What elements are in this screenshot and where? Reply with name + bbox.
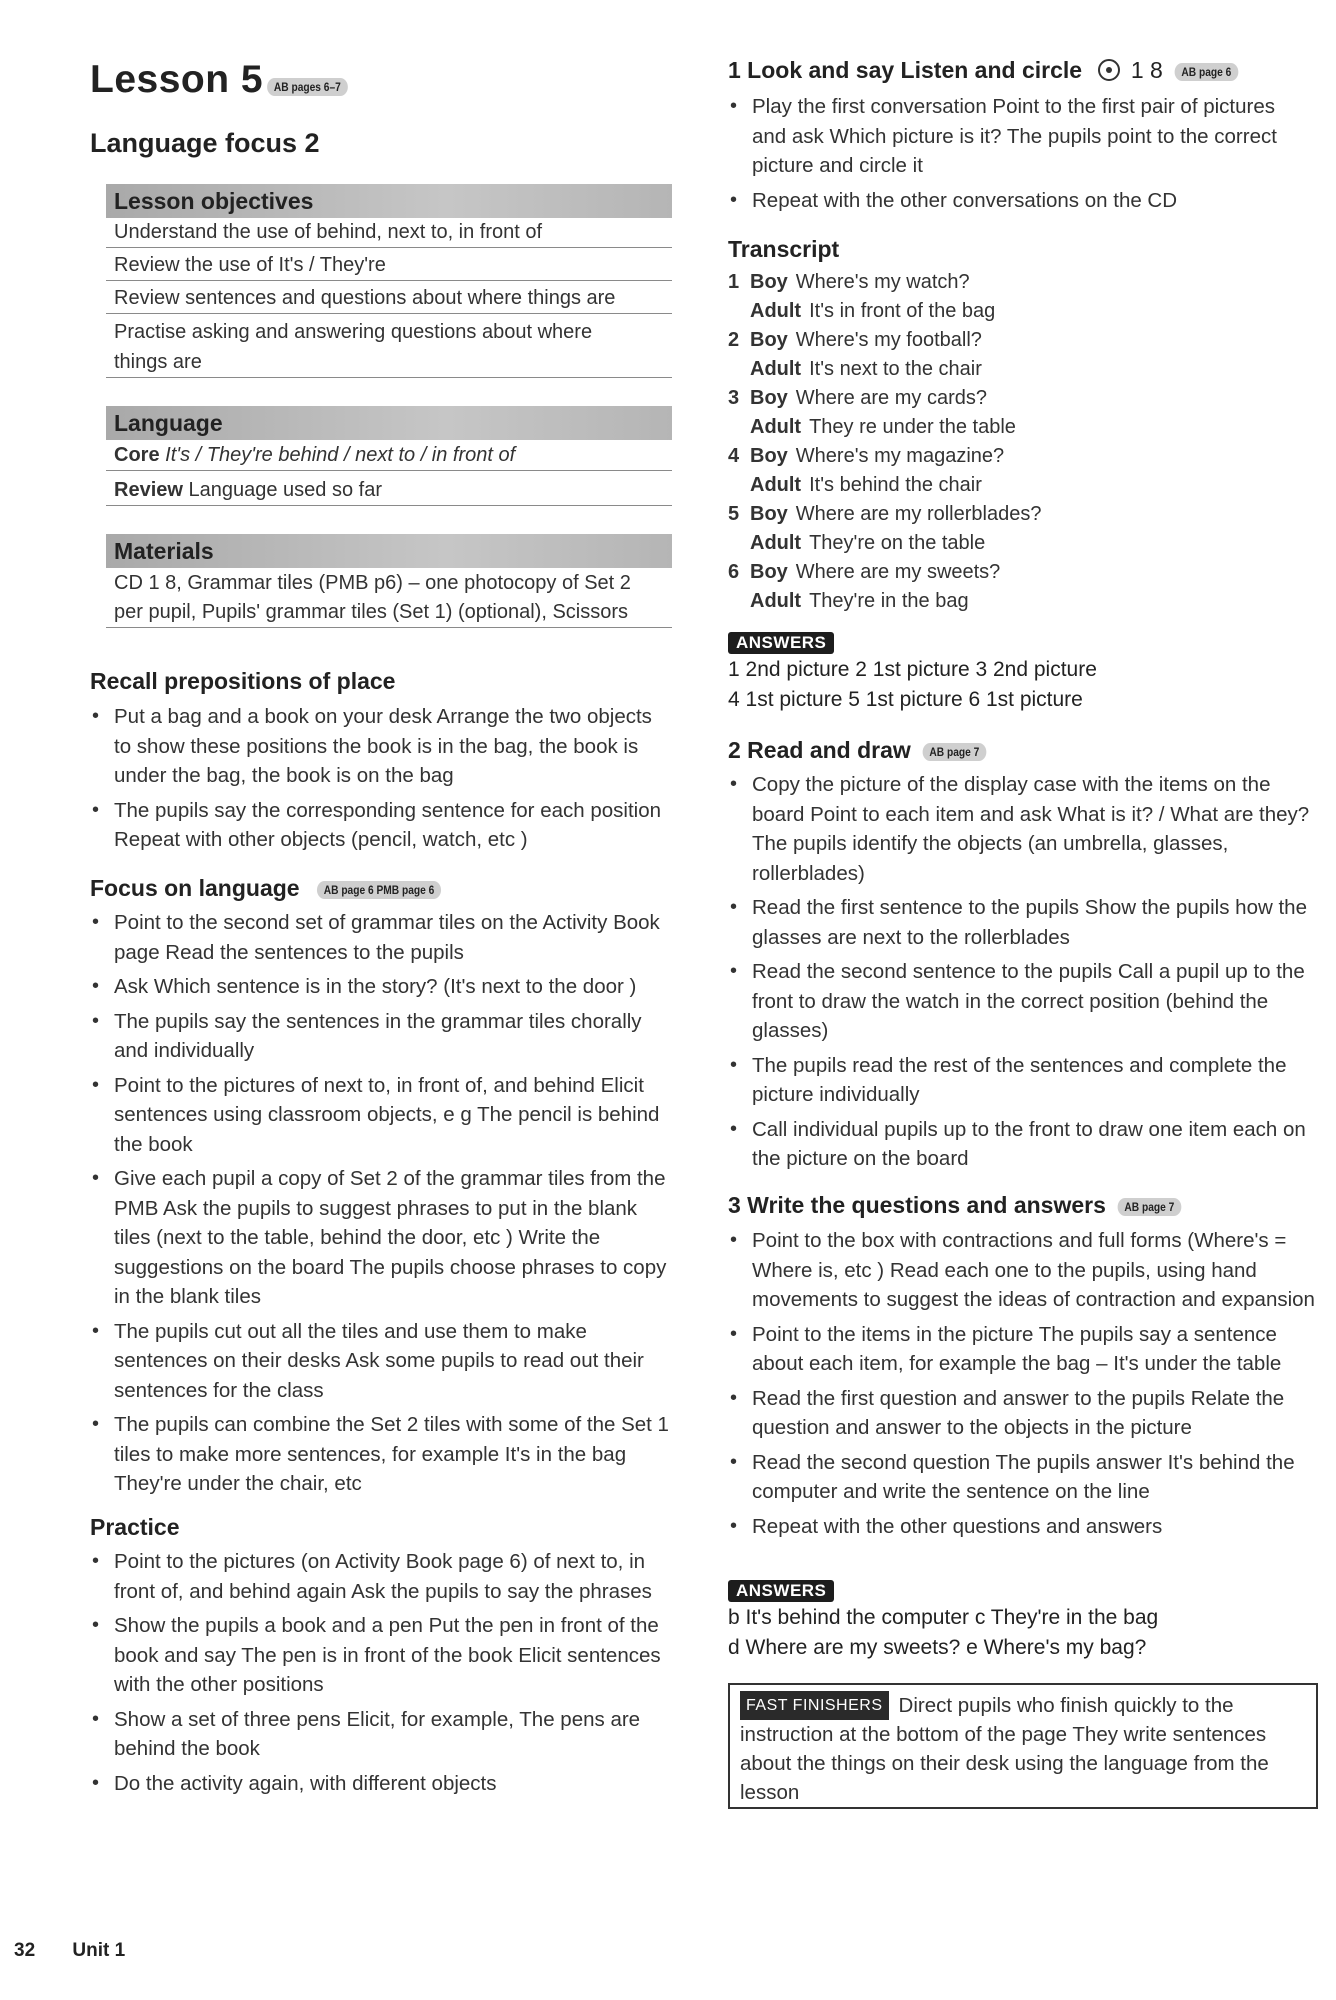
transcript-line — [728, 297, 1288, 326]
transcript-line — [728, 558, 1288, 587]
transcript-line — [728, 529, 1288, 558]
review-label: Review — [114, 479, 183, 501]
transcript-number: 4 — [728, 445, 740, 467]
activity1-heading-text: 1 Look and say Listen and circle — [728, 57, 1083, 83]
transcript-line — [728, 384, 1288, 413]
ab-pmb-pill: AB page 6 PMB page 6 — [317, 881, 441, 899]
transcript-text: Where are my cards? — [795, 387, 987, 409]
list-item: • Show a set of three pens Elicit, for example, The pens are behind the book — [90, 1705, 670, 1764]
ab-page-pill: AB page 7 — [923, 743, 986, 761]
transcript-number: 5 — [728, 503, 740, 525]
transcript-number: 2 — [728, 329, 740, 351]
objective-row: Practise asking and answering questions about where — [114, 321, 593, 343]
core-text: It's / They're behind / next to / in front of — [165, 444, 516, 466]
ab-pages-pill: AB pages 6–7 — [267, 78, 347, 96]
transcript-number: 3 — [728, 387, 740, 409]
transcript-text: They re under the table — [809, 416, 1016, 438]
list-item: • Give each pupil a copy of Set 2 of the grammar tiles from the PMB Ask the pupils to suggest phrases to put in the blank tiles (next to the table, behind the door, etc ) Write the suggestions on the board The pupils choose phrases to copy in the blank tiles — [90, 1164, 670, 1312]
recall-heading: Recall prepositions of place — [90, 668, 396, 694]
transcript-speaker: Boy — [750, 503, 788, 525]
activity3-heading — [728, 1192, 1187, 1219]
lesson-title: Lesson 5 — [90, 58, 264, 101]
transcript-text: It's behind the chair — [809, 474, 982, 496]
transcript-line — [728, 587, 1288, 616]
transcript-text: Where are my rollerblades? — [795, 503, 1042, 525]
transcript-text: Where's my watch? — [795, 271, 970, 293]
list-item: • The pupils say the corresponding sentence for each position Repeat with other objects (pencil, watch, etc ) — [90, 796, 670, 855]
transcript-text: It's next to the chair — [809, 358, 982, 380]
recall-list — [90, 702, 670, 860]
focus-list — [90, 908, 670, 1504]
ab-page-pill: AB page 7 — [1118, 1198, 1181, 1216]
transcript-line — [728, 442, 1288, 471]
list-item: • Point to the second set of grammar tiles on the Activity Book page Read the sentences to the pupils — [90, 908, 670, 967]
list-item: • The pupils can combine the Set 2 tiles with some of the Set 1 tiles to make more sentences, for example It's in the bag They're under the chair, etc — [90, 1410, 670, 1499]
list-item: • Point to the items in the picture The pupils say a sentence about each item, for example the bag – It's under the table — [728, 1320, 1318, 1379]
transcript-heading: Transcript — [728, 236, 840, 262]
list-item: • The pupils cut out all the tiles and use them to make sentences on their desks Ask some pupils to read out their sentences for the class — [90, 1317, 670, 1406]
objective-row: Understand the use of behind, next to, in front of — [106, 218, 672, 248]
focus-heading-text: Focus on language — [90, 875, 300, 901]
practice-list — [90, 1547, 670, 1803]
materials-heading: Materials — [106, 534, 672, 568]
transcript-number: 1 — [728, 271, 740, 293]
objective-row: Review the use of It's / They're — [106, 251, 672, 281]
practice-heading: Practice — [90, 1514, 180, 1540]
transcript-text: They're on the table — [809, 532, 986, 554]
activity3-list — [728, 1226, 1318, 1546]
answer-line: 1 2nd picture 2 1st picture 3 2nd picture — [728, 658, 1097, 681]
language-heading: Language — [106, 406, 672, 440]
activity3-heading-text: 3 Write the questions and answers — [728, 1192, 1106, 1218]
objective-row: things are — [106, 348, 672, 378]
list-item: • Point to the pictures (on Activity Book page 6) of next to, in front of, and behind again Ask the pupils to say the phrases — [90, 1547, 670, 1606]
transcript-speaker: Adult — [750, 474, 802, 496]
transcript-speaker: Adult — [750, 590, 802, 612]
answer-line: d Where are my sweets? e Where's my bag? — [728, 1636, 1147, 1659]
transcript-number: 6 — [728, 561, 740, 583]
core-label: Core — [114, 444, 160, 466]
materials-line: per pupil, Pupils' grammar tiles (Set 1) (optional), Scissors — [106, 598, 672, 628]
transcript-line — [728, 355, 1288, 384]
fast-finishers-box — [728, 1683, 1318, 1809]
transcript-speaker: Adult — [750, 358, 802, 380]
list-item: • Read the first sentence to the pupils Show the pupils how the glasses are next to the rollerblades — [728, 893, 1318, 952]
answer-line: 4 1st picture 5 1st picture 6 1st picture — [728, 688, 1083, 711]
materials-line: CD 1 8, Grammar tiles (PMB p6) – one photocopy of Set 2 — [114, 572, 631, 594]
cd-icon — [1098, 59, 1120, 81]
transcript-line — [728, 413, 1288, 442]
ab-page-pill: AB page 6 — [1175, 63, 1238, 81]
transcript-text: Where are my sweets? — [795, 561, 1001, 583]
transcript-line — [728, 500, 1288, 529]
answer-line: b It's behind the computer c They're in the bag — [728, 1606, 1159, 1629]
list-item: • Do the activity again, with different objects — [90, 1769, 670, 1799]
transcript-speaker: Boy — [750, 329, 788, 351]
answers-badge: ANSWERS — [728, 1580, 834, 1602]
list-item: • Show the pupils a book and a pen Put the pen in front of the book and say The pen is in front of the book Elicit sentences with the other positions — [90, 1611, 670, 1700]
language-core-row — [106, 441, 672, 471]
objective-row: Review sentences and questions about where things are — [106, 284, 672, 314]
page-title: Language focus 2 — [90, 128, 320, 158]
list-item: • Copy the picture of the display case with the items on the board Point to each item and ask What is it? / What are they? The pupils identify the objects (an umbrella, glasses, rollerblades) — [728, 770, 1318, 888]
list-item: • Read the second question The pupils answer It's behind the computer and write the sentence on the line — [728, 1448, 1318, 1507]
list-item: • Point to the box with contractions and full forms (Where's = Where is, etc ) Read each one to the pupils, using hand movements to suggest the ideas of contraction and expansion — [728, 1226, 1318, 1315]
list-item: • Read the first question and answer to the pupils Relate the question and answer to the objects in the picture — [728, 1384, 1318, 1443]
list-item: • Play the first conversation Point to the first pair of pictures and ask Which picture is it? The pupils point to the correct picture and circle it — [728, 92, 1308, 181]
transcript-speaker: Boy — [750, 445, 788, 467]
list-item: • Repeat with the other questions and answers — [728, 1512, 1318, 1542]
transcript-speaker: Adult — [750, 416, 802, 438]
activity1-list — [728, 92, 1308, 220]
activity2-heading — [728, 737, 992, 764]
review-text: Language used so far — [188, 479, 382, 501]
transcript-speaker: Adult — [750, 300, 802, 322]
transcript-text: Where's my football? — [795, 329, 982, 351]
list-item: • Call individual pupils up to the front to draw one item each on the picture on the board — [728, 1115, 1318, 1174]
transcript-speaker: Boy — [750, 387, 788, 409]
transcript-line — [728, 326, 1288, 355]
answers-badge: ANSWERS — [728, 632, 834, 654]
focus-heading — [90, 875, 452, 902]
transcript-line — [728, 268, 1288, 297]
list-item: • Ask Which sentence is in the story? (It's next to the door ) — [90, 972, 670, 1002]
transcript-speaker: Adult — [750, 532, 802, 554]
list-item: • Repeat with the other conversations on the CD — [728, 186, 1308, 216]
transcript-speaker: Boy — [750, 271, 788, 293]
activity1-heading — [728, 57, 1244, 84]
list-item: • Put a bag and a book on your desk Arrange the two objects to show these positions the book is in the bag, the book is under the bag, the book is on the bag — [90, 702, 670, 791]
activity2-list — [728, 770, 1318, 1179]
list-item: • The pupils read the rest of the sentences and complete the picture individually — [728, 1051, 1318, 1110]
unit-label: Unit 1 — [72, 1940, 126, 1961]
language-review-row — [106, 476, 672, 506]
transcript-text: It's in front of the bag — [809, 300, 996, 322]
transcript-text: They're in the bag — [809, 590, 969, 612]
page-number: 32 — [14, 1940, 36, 1961]
transcript-line — [728, 471, 1288, 500]
activity2-heading-text: 2 Read and draw — [728, 737, 911, 763]
objectives-heading: Lesson objectives — [106, 184, 672, 218]
transcript-text: Where's my magazine? — [795, 445, 1005, 467]
transcript-speaker: Boy — [750, 561, 788, 583]
fast-finishers-badge: FAST FINISHERS — [740, 1691, 889, 1720]
list-item: • The pupils say the sentences in the grammar tiles chorally and individually — [90, 1007, 670, 1066]
list-item: • Point to the pictures of next to, in front of, and behind Elicit sentences using classroom objects, e g The pencil is behind the book — [90, 1071, 670, 1160]
page-footer — [14, 1940, 157, 1962]
list-item: • Read the second sentence to the pupils Call a pupil up to the front to draw the watch in the correct position (behind the glasses) — [728, 957, 1318, 1046]
track-number: 1 8 — [1130, 57, 1163, 83]
fast-finishers-text: Direct pupils who finish quickly to the instruction at the bottom of the page They write sentences about the things on their desk using the language from the lesson — [740, 1694, 1269, 1804]
